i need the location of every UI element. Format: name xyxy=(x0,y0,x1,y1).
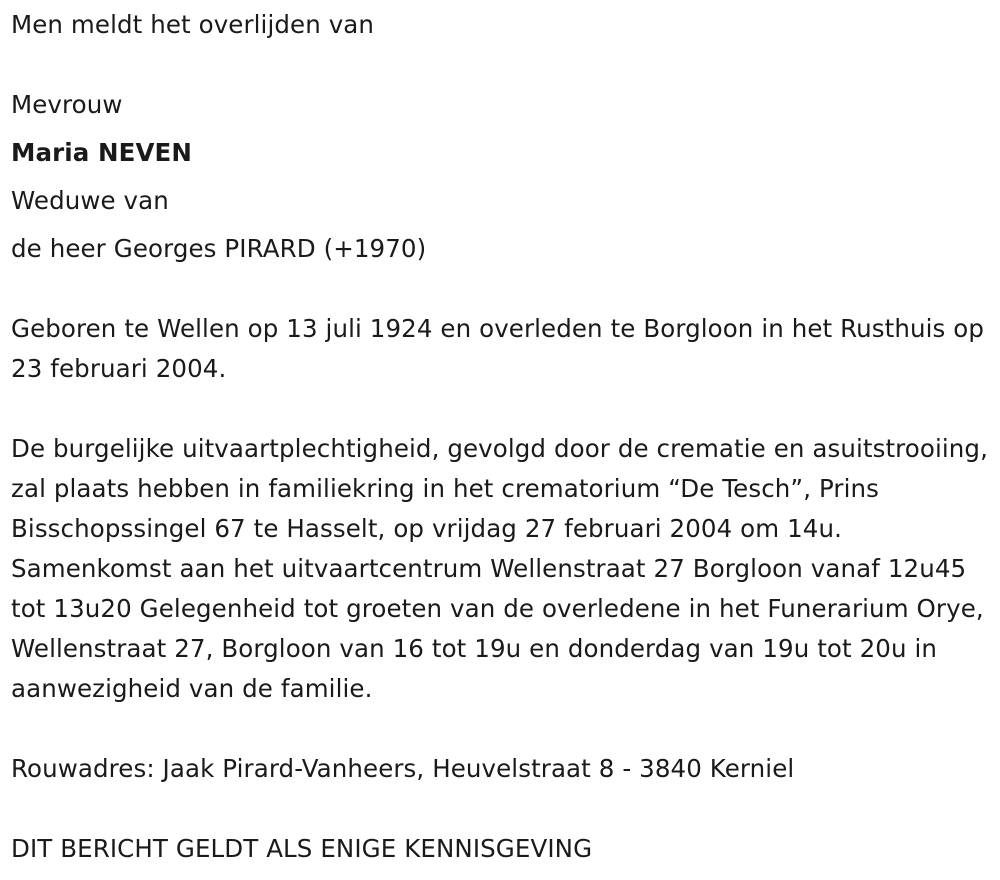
ceremony-paragraph: De burgelijke uitvaartplechtigheid, gevolgd door de crematie en asuitstrooiing, zal plaats hebben in familiekring in het crematorium “De Tesch”, Prins Bisschopssingel 67 te Hasselt, op vrijdag 27 februari 2004 om 14u. Samenkomst aan het uitvaartcentrum Wellenstraat 27 Borgloon vanaf 12u45 tot 13u20 Gelegenheid tot groeten van de overledene in het Funerarium Orye, Wellenstraat 27, Borgloon van 16 tot 19u en donderdag van 19u tot 20u in aanwezigheid van de familie. xyxy=(11,434,988,703)
relation-text: Weduwe van xyxy=(11,186,169,215)
spouse-text: de heer Georges PIRARD (+1970) xyxy=(11,234,427,263)
mourning-address: Rouwadres: Jaak Pirard-Vanheers, Heuvelstraat 8 - 3840 Kerniel xyxy=(11,754,795,783)
closing-statement: DIT BERICHT GELDT ALS ENIGE KENNISGEVING xyxy=(11,834,593,863)
birth-death-paragraph: Geboren te Wellen op 13 juli 1924 en overleden te Borgloon in het Rusthuis op 23 februari 2004. xyxy=(11,314,985,383)
deceased-name: Maria NEVEN xyxy=(11,138,192,167)
salutation: Mevrouw xyxy=(11,90,123,119)
intro-text: Men meldt het overlijden van xyxy=(11,10,375,39)
